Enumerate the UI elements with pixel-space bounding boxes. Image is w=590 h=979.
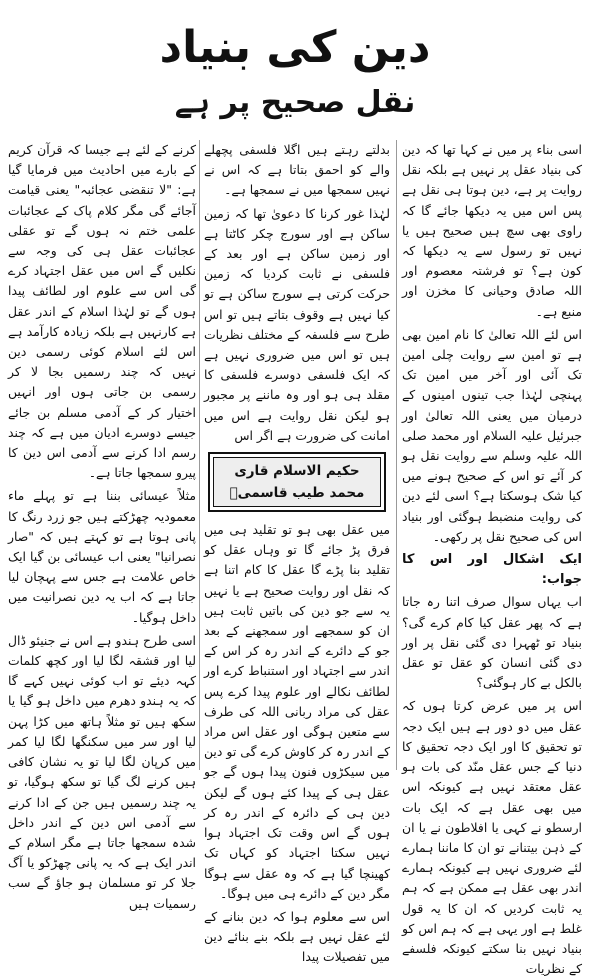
paragraph: اس پر میں عرض کرتا ہوں کہ عقل میں دو دور ہے ہیں ایک دجہ تو تحقیق کا اور ایک دجہ تحقیق کا دنیا کے جس عقل منّد کی بات ہو عقل معتقد نہیں ہے کیونکہ اس میں بھی عقل ہے کہ ایک بات ارسطو نے کہی یا افلاطون نے یا ان کے ذہن بیتنانے تو ان کا ماننا ہمارے لئے ضروری نہیں ہے کیونکہ ہمارے اندر بھی عقل ہے ممکن ہے کہ ہم یہ ثابت کردیں کہ ان کا یہ قول غلط ہے اور یہی ہے کہ ہم اس کو بنیاد نہیں بنا سکتے کیونکہ فلسفے کے نظریات — [402, 698, 582, 977]
paragraph: اس سے معلوم ہوا کہ دین بنانے کے لئے عقل نہیں ہے بلکہ بنے بنائے دین میں تفصیلات پیدا — [204, 908, 390, 965]
page-subtitle: نقل صحیح پر ہے — [174, 85, 416, 120]
paragraph: لہٰذا غور کرنا کا دعویٰ تھا کہ زمین ساکن ہے اور سورج چکر کاٹتا ہے اور زمین ساکن ہے اور بعد کے فلسفی نے ثابت کردیا کہ زمین حرکت کرتی ہے سورج ساکن ہے تو کیا نہیں ہے وقوف بتاتے ہیں تو اس طرح سے فلسفہ کے مختلف نظریات ہیں تو اس میں ضروری نہیں ہے کہ ایک فلسفی دوسرے فلسفی کا مقلد ہی ہو اور وہ ماننے پر مجبور ہو لیکن نقل روایت ہے اس میں امانت کی ضرورت ہے اگر اس — [204, 205, 390, 443]
paragraph: اب یہاں سوال صرف اتنا رہ جاتا ہے کہ پھر عقل کیا کام کرے گی؟ بنیاد تو ٹھہرا دی گئی نقل پر اور دی گئی انسان کو عقل تو عقل بالکل بے کار ہوگئی؟ — [402, 594, 582, 691]
paragraph: اسی طرح ہندو ہے اس نے جنیئو ڈال لیا اور قشقہ لگا لیا اور کچھ کلمات کہہ دیئے تو اب کوئی نہیں کہے گا کہ یہ ہندو دھرم میں داخل ہو گیا یا سکھ ہیں تو مثلاً ہاتھ میں کڑا پہن لیا اور سر میں سکنگھا لگا لیا کمر میں کرپان لگا لیا تو یہ نشان کافی ہیں کرنے لگ گیا تو سکھ ہوگیا، تو یہ چند رسمیں ہیں جن کے ادا کرنے سے آدمی اس دین کے اندر داخل شدہ سمجھا جاتا ہے مگر اسلام کے اندر ایک ہے کہ یہ پانی چھڑکو یا آگ جلا کر تو مسلمان ہو جاؤ گے سب رسمیات ہیں — [8, 632, 196, 911]
section-heading: ایک اشکال اور اس کا جواب: — [402, 552, 582, 588]
paragraph: بدلتے رہتے ہیں اگلا فلسفی پچھلے والے کو احمق بتاتا ہے کہ اس نے نہیں سمجھا میں نے سمجھا ہے۔ — [204, 142, 390, 198]
paragraph: اسی بناء پر میں نے کہا تھا کہ دین کی بنیاد عقل پر نہیں ہے بلکہ نقل روایت پر ہے، دین ہوتا ہی نقل ہے پس اس میں یہ دیکھا جائے گا کہ راوی بھی سچ ہیں صحیح ہیں یا نہیں تو رسول سے یہ دیکھا کہ کون ہے؟ تو فرشتہ معصوم اور اللہ صادق وحیانی کا مخزن اور منبع ہے۔ — [402, 142, 582, 319]
paragraph: مثلاً عیسائی بننا ہے تو پہلے ماء معمودیہ چھڑکتے ہیں جو زرد رنگ کا پانی ہوتا ہے تو کہتے ہیں کہ "صار نصرانیا" یعنی اب عیسائی بن گیا ایک خاص علامت ہے جس سے پہچان لیا جاتا ہے کہ اب یہ دین نصرانیت میں داخل ہوگیا۔ — [8, 488, 196, 625]
article-column-3 — [8, 140, 196, 911]
author-byline: حکیم الاسلام قاری محمد طیب قاسمیؒ — [213, 457, 381, 507]
article-column-1 — [402, 140, 582, 977]
paragraph: اس لئے اللہ تعالیٰ کا نام امین بھی ہے تو امین سے روایت چلی امین تک آئی اور آخر میں امین تک پہنچی لہٰذا جب تینوں امینوں کے درمیان میں یعنی اللہ تعالیٰ اور جبرئیل علیہ السلام اور محمد صلی اللہ علیہ وسلم سے روایت نقل ہو کر آئے تو اس کے صحیح ہونے میں کیا شک ہوسکتا ہے؟ اسی لئے دین کی روایت منضبط ہوگئی اور بنیاد اس کی صحیح نقل پر رکھی۔ — [402, 326, 582, 544]
page-title: دین کی بنیاد — [159, 22, 431, 73]
article-column-2 — [204, 140, 390, 965]
paragraph: کرنے کے لئے ہے جیسا کہ قرآن کریم کے بارے میں احادیث میں فرمایا گیا ہے: "لا تنقضی عجائبہ" یعنی قیامت آجائے گی مگر کلام پاک کے عجائبات علمی ختم نہ ہوں گے تو عقلی عجائبات عقل ہی کی وجہ سے نکلیں گے اس میں عقل اجتہاد کرے گی اس سے علوم اور لطائف پیدا ہوں گے تو لہٰذا اسلام کے اندر عقل ہے کارنہیں ہے بلکہ زیادہ کارآمد ہے اس لئے اسلام کوئی رسمی دین نہیں کہ چند رسمیں بجا لا کر رسمی بن جاتی ہوں اور انہیں اختیار کر کے آدمی مسلم بن جائے جیسے دوسرے ادیان میں ہے کہ چند رسم ادا کرنے سے آدمی اس دین کا پیرو سمجھا جاتا ہے۔ — [8, 142, 196, 481]
column-divider — [199, 140, 200, 770]
paragraph: میں عقل بھی ہو تو تقلید ہی میں فرق پڑ جائے گا تو وہاں عقل کو تقلید بنا پڑے گا عقل کا کام اتنا ہے کہ نقل اور روایت صحیح ہے یا نہیں یہ سے جو دین کی باتیں ثابت ہیں ان کو سمجھے اور سمجھنے کے بعد جو کے دائرے کے اندر رہ کر اس کے اندر سے اجتہاد اور استنباط کرے اور لطائف نکالے اور علوم پیدا کرے پس عقل کی مراد ربانی اللہ کی طرف سے متعین ہوگی اور عقل اس مراد کے اندر رہ کر کاوش کرے گی تو دین میں سیکڑوں فنون پیدا ہوں گے جو عقل ہی کے پیدا کئے ہوں گے لیکن دین ہی کے دائرہ کے اندر رہ کر ہوں گے اس وقت تک اجتہاد ہوا نہیں سکتا اجتہاد کو کہاں تک کھینچا گیا ہے کہ وہ عقل سے ہوگا مگر دین کے دائرے ہی میں ہوگا۔ — [204, 522, 390, 901]
author-byline-box — [208, 452, 386, 512]
column-divider — [396, 140, 397, 770]
